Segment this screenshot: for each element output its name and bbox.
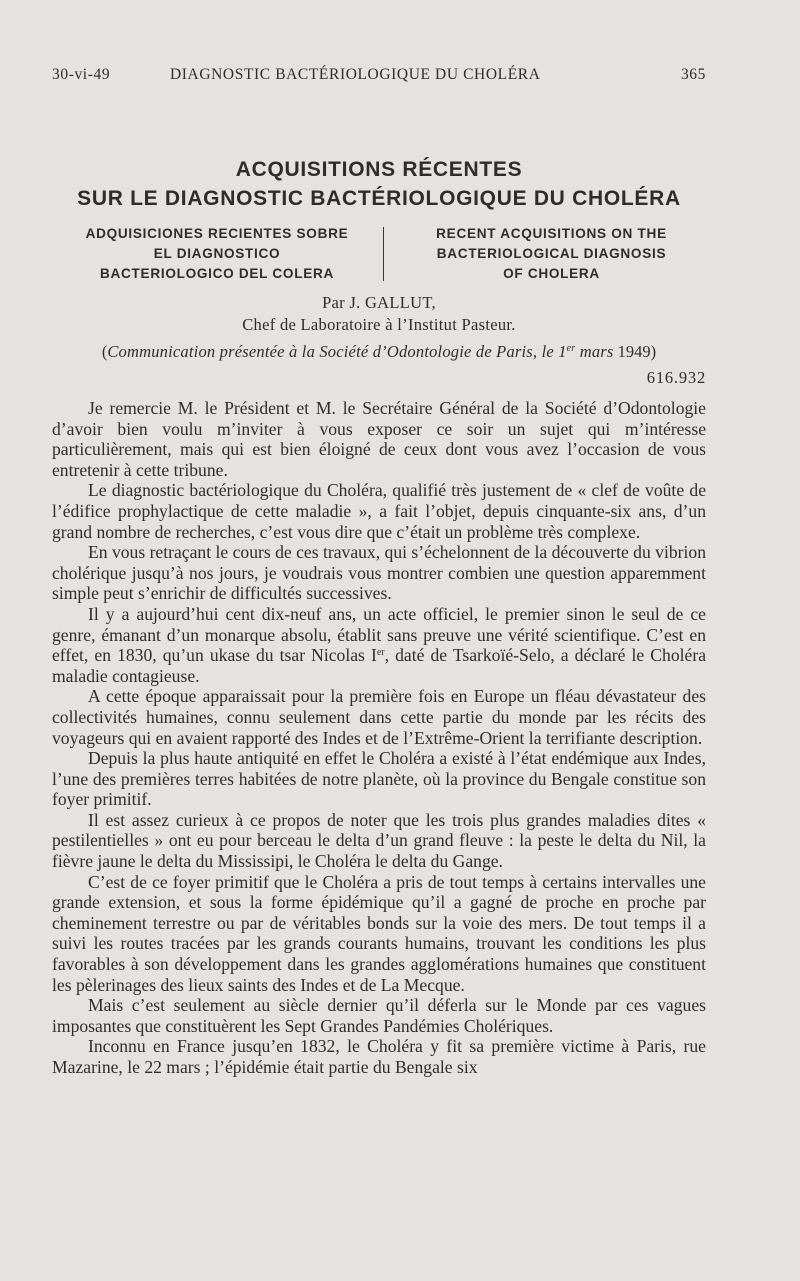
communication-sup: er xyxy=(566,343,576,354)
translated-titles xyxy=(52,224,706,284)
title-line-1: ACQUISITIONS RÉCENTES xyxy=(235,158,523,181)
author-position: Chef de Laboratoire à l’Institut Pasteur. xyxy=(242,315,516,334)
paragraph-text: , daté de Tsarkoïé-Selo, a déclaré le Choléra maladie contagieuse. xyxy=(52,645,707,686)
english-title xyxy=(397,224,706,284)
classification-code: 616.932 xyxy=(646,368,706,387)
english-title-line: OF CHOLERA xyxy=(503,266,600,281)
title-line-2: SUR LE DIAGNOSTIC BACTÉRIOLOGIQUE DU CHOLÉRA xyxy=(77,187,681,210)
author-byline: Par J. GALLUT, xyxy=(322,293,436,312)
paragraph: Le diagnostic bactériologique du Choléra, qualifié très justement de « clef de voûte de l’édifice prophylactique de cette maladie », a fait l’objet, depuis cinquante-six ans, d’un grand nombre de recherches, c’est vous dire que c’était un problème très complexe. xyxy=(52,480,706,542)
paragraph: Inconnu en France jusqu’en 1832, le Choléra y fit sa première victime à Paris, rue Mazarine, le 22 mars ; l’épidémie était partie du Bengale six xyxy=(52,1036,706,1077)
article-title xyxy=(52,155,706,213)
communication-text: Communication présentée à la Société d’Odontologie de Paris, le 1 xyxy=(107,342,567,361)
paragraph: Il est assez curieux à ce propos de noter que les trois plus grandes maladies dites « pestilentielles » ont eu pour berceau le delta d’un grand fleuve : la peste le delta du Nil, la fièvre jaune le delta du Mississipi, le Choléra le delta du Gange. xyxy=(52,809,706,872)
english-title-line: RECENT ACQUISITIONS ON THE xyxy=(436,226,667,241)
paragraph: En vous retraçant le cours de ces travaux, qui s’échelonnent de la découverte du vibrion cholérique jusqu’à nos jours, je voudrais vous montrer combien une question apparemment simple peut s’enrichir de difficultés successives. xyxy=(52,542,706,604)
title-divider xyxy=(383,227,384,281)
author-block xyxy=(52,292,706,336)
paragraph: C’est de ce foyer primitif que le Choléra a pris de tout temps à certains intervalles une grande extension, et sous la forme épidémique qu’il a gagné de proche en proche par cheminement terrestre ou par de véritables bonds sur la voie des mers. De tout temps il a suivi les routes tracées par les grands courants humains, trouvant les conditions les plus favorables à son développement dans les grandes agglomérations humaines que constituent les pèlerinages des lieux saints des Indes et de La Mecque. xyxy=(52,871,706,995)
english-title-line: BACTERIOLOGICAL DIAGNOSIS xyxy=(436,246,667,261)
paragraph: Je remercie M. le Président et M. le Secrétaire Général de la Société d’Odontologie d’avoir bien voulu m’inviter à vous exposer ce soir un sujet qui m’intéresse particulièrement, mais qui est bien éloigné de ceux dont vous avez l’occasion de vous entretenir à cette tribune. xyxy=(52,398,706,480)
spanish-title-line: ADQUISICIONES RECIENTES SOBRE xyxy=(85,226,349,241)
communication-year: 1949 xyxy=(617,342,651,361)
header-running-title: DIAGNOSTIC BACTÉRIOLOGIQUE DU CHOLÉRA xyxy=(170,66,541,83)
spanish-title xyxy=(52,224,382,284)
header-page-number: 365 xyxy=(680,66,706,83)
header-date: 30-vi-49 xyxy=(52,66,111,83)
spanish-title-line: EL DIAGNOSTICO xyxy=(153,246,281,261)
paragraph: A cette époque apparaissait pour la première fois en Europe un fléau dévastateur des collectivités humaines, connu seulement dans cette partie du monde par les récits des voyageurs qui en avaient rapporté des Indes et de l’Extrême-Orient la terrifiante description. xyxy=(52,686,706,748)
paragraph: Depuis la plus haute antiquité en effet le Choléra a existé à l’état endémique aux Indes, l’une des premières terres habitées de notre planète, où la province du Bengale constitue son foyer primitif. xyxy=(52,748,706,810)
paragraph-text: Il y a aujourd’hui cent dix-neuf ans, un acte officiel, le premier sinon le seul de ce genre, émanant d’un monarque absolu, établit sans preuve une vérité scientifique. C’est en effet, en 1830, qu’un ukase du tsar Nicolas I xyxy=(52,603,706,666)
paragraph: Mais c’est seulement au siècle dernier qu’il déferla sur le Monde par ces vagues imposantes que constituèrent les Sept Grandes Pandémies Cholériques. xyxy=(52,995,706,1036)
paragraph-sup: er xyxy=(376,647,385,659)
journal-page xyxy=(52,0,706,1281)
communication-note: (Communication présentée à la Société d’Odontologie de Paris, le 1er mars 1949) xyxy=(101,342,657,361)
article-body xyxy=(52,398,706,1078)
paragraph xyxy=(52,604,706,686)
communication-tail: mars xyxy=(575,342,614,361)
spanish-title-line: BACTERIOLOGICO DEL COLERA xyxy=(100,266,334,281)
